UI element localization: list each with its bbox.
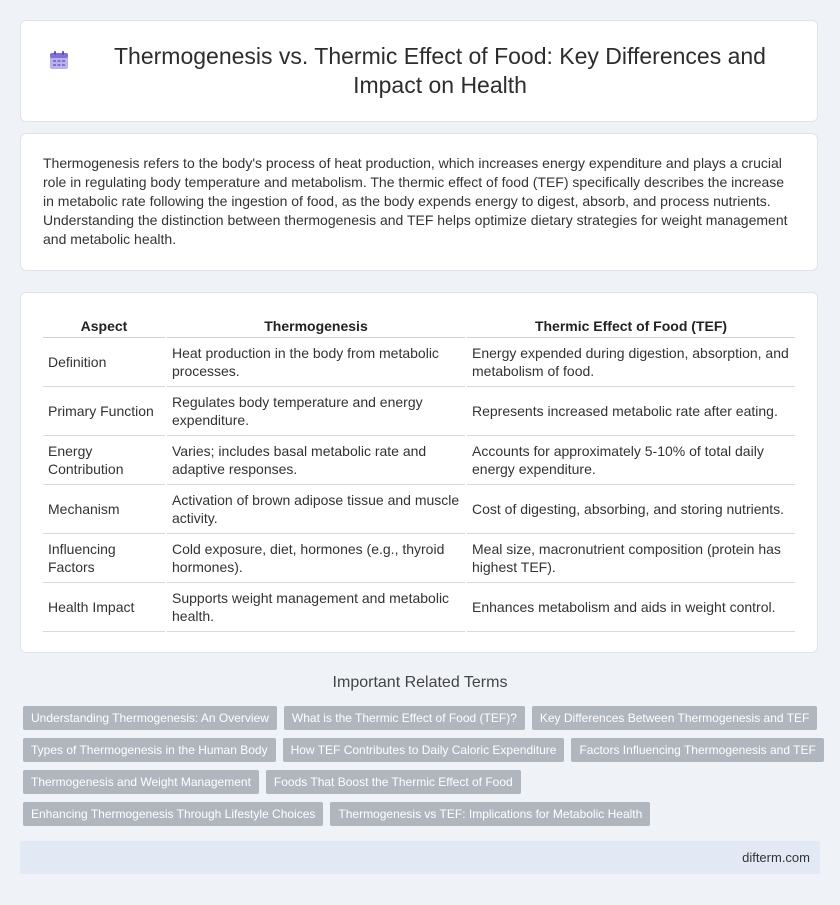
row-aspect: Health Impact — [43, 583, 165, 632]
table-row — [43, 387, 795, 436]
row-thermogenesis: Heat production in the body from metabolic processes. — [167, 338, 465, 387]
related-term-link[interactable]: How TEF Contributes to Daily Caloric Expenditure — [283, 738, 565, 762]
table-row — [43, 338, 795, 387]
footer-site-name: difterm.com — [742, 850, 810, 865]
row-aspect: Energy Contribution — [43, 436, 165, 485]
calendar-icon — [48, 49, 70, 71]
related-terms-list — [23, 706, 823, 834]
row-tef: Meal size, macronutrient composition (protein has highest TEF). — [467, 534, 795, 583]
row-thermogenesis: Varies; includes basal metabolic rate and adaptive responses. — [167, 436, 465, 485]
related-term-link[interactable]: Factors Influencing Thermogenesis and TEF — [571, 738, 823, 762]
tag-row — [23, 738, 823, 762]
footer — [20, 841, 820, 874]
related-term-link[interactable]: Enhancing Thermogenesis Through Lifestyle Choices — [23, 802, 323, 826]
row-tef: Represents increased metabolic rate after eating. — [467, 387, 795, 436]
header-aspect: Aspect — [43, 313, 165, 338]
comparison-table-card — [20, 292, 818, 653]
row-thermogenesis: Cold exposure, diet, hormones (e.g., thyroid hormones). — [167, 534, 465, 583]
related-term-link[interactable]: Thermogenesis vs TEF: Implications for Metabolic Health — [330, 802, 650, 826]
related-term-link[interactable]: Foods That Boost the Thermic Effect of Food — [266, 770, 521, 794]
title-wrap — [18, 42, 820, 100]
intro-paragraph: Thermogenesis refers to the body's process of heat production, which increases energy expenditure and plays a crucial role in regulating body temperature and metabolism. The thermic effect of food (TEF) specifically describes the increase in metabolic rate following the ingestion of food, as the body expends energy to digest, absorb, and process nutrients. Understanding the distinction between thermogenesis and TEF helps optimize dietary strategies for weight management and metabolic health. — [43, 155, 788, 247]
table-row — [43, 534, 795, 583]
related-term-link[interactable]: What is the Thermic Effect of Food (TEF)? — [284, 706, 525, 730]
row-tef: Energy expended during digestion, absorption, and metabolism of food. — [467, 338, 795, 387]
tag-row — [23, 706, 823, 730]
table-row — [43, 583, 795, 632]
row-tef: Enhances metabolism and aids in weight control. — [467, 583, 795, 632]
row-aspect: Primary Function — [43, 387, 165, 436]
table-row — [43, 485, 795, 534]
related-terms-heading: Important Related Terms — [332, 674, 508, 691]
tag-row — [23, 770, 823, 794]
row-aspect: Mechanism — [43, 485, 165, 534]
row-thermogenesis: Supports weight management and metabolic health. — [167, 583, 465, 632]
table-row — [43, 436, 795, 485]
page-title: Thermogenesis vs. Thermic Effect of Food: Key Differences and Impact on Health — [114, 43, 766, 98]
row-aspect: Definition — [43, 338, 165, 387]
row-thermogenesis: Activation of brown adipose tissue and muscle activity. — [167, 485, 465, 534]
header-tef: Thermic Effect of Food (TEF) — [467, 313, 795, 338]
comparison-table — [41, 313, 797, 632]
header-thermogenesis: Thermogenesis — [167, 313, 465, 338]
row-aspect: Influencing Factors — [43, 534, 165, 583]
related-term-link[interactable]: Thermogenesis and Weight Management — [23, 770, 259, 794]
row-tef: Cost of digesting, absorbing, and storing nutrients. — [467, 485, 795, 534]
related-term-link[interactable]: Types of Thermogenesis in the Human Body — [23, 738, 276, 762]
row-thermogenesis: Regulates body temperature and energy expenditure. — [167, 387, 465, 436]
table-header-row — [43, 313, 795, 338]
title-card — [20, 20, 818, 122]
related-term-link[interactable]: Key Differences Between Thermogenesis and TEF — [532, 706, 817, 730]
row-tef: Accounts for approximately 5-10% of total daily energy expenditure. — [467, 436, 795, 485]
tag-row — [23, 802, 823, 826]
intro-card — [20, 133, 818, 271]
related-term-link[interactable]: Understanding Thermogenesis: An Overview — [23, 706, 277, 730]
